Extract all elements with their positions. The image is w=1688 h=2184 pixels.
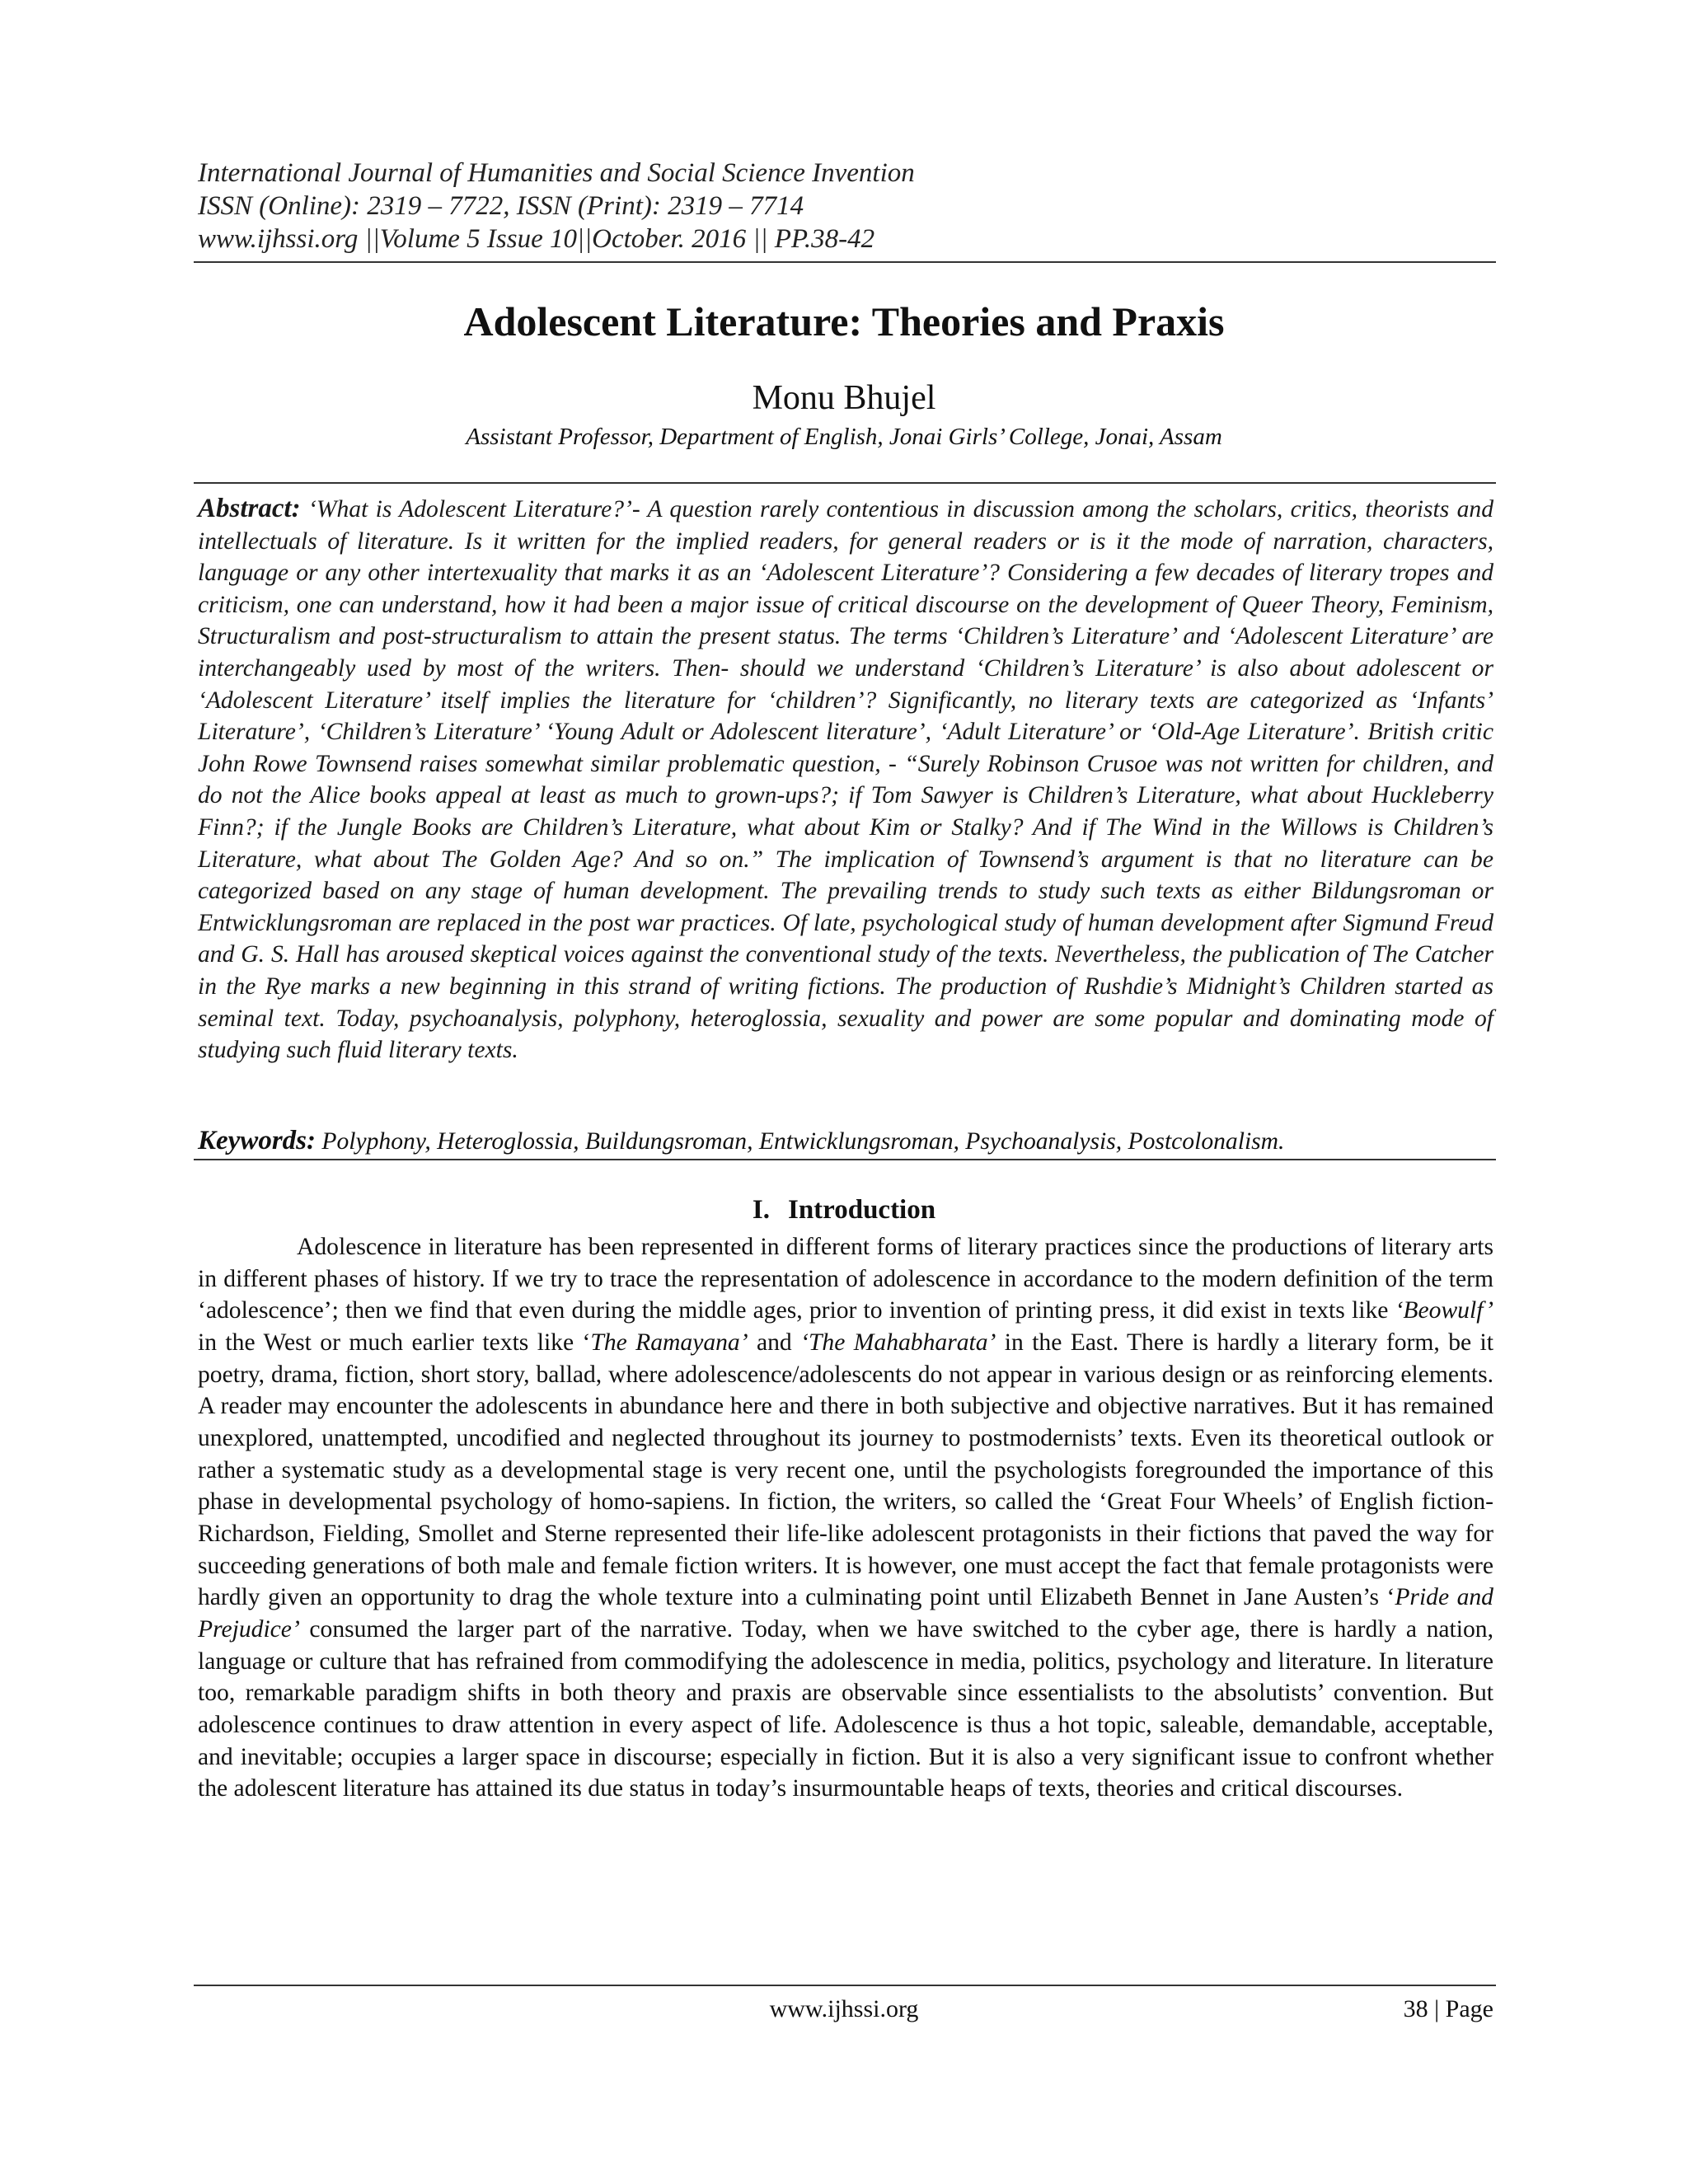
abstract-label: Abstract: [198,494,301,523]
journal-header [198,157,1492,255]
footer-rule [194,1985,1496,1986]
title-ramayana: The Ramayana’ [590,1329,748,1356]
abstract-bottom-rule [194,1159,1496,1160]
introduction-paragraph [198,1231,1493,1805]
abstract-text: ‘What is Adolescent Literature?’- A question rarely contentious in discussion among the scholars, critics, theorists and intellectuals of literature. Is it written for the implied readers, for general readers or is it the mode of narration, characters, language or any other intertexuality that marks it as an ‘Adolescent Literature’? Considering a few decades of literary tropes and criticism, one can understand, how it had been a major issue of critical discourse on the development of Queer Theory, Feminism, Structuralism and post-structuralism to attain the present status. The terms ‘Children’s Literature’ and ‘Adolescent Literature’ are interchangeably used by most of the writers. Then- should we understand ‘Children’s Literature’ is also about adolescent or ‘Adolescent Literature’ itself implies the literature for ‘children’? Significantly, no literary texts are categorized as ‘Infants’ Literature’, ‘Children’s Literature’ ‘Young Adult or Adolescent literature’, ‘Adult Literature’ or ‘Old-Age Literature’. British critic John Rowe Townsend raises somewhat similar problematic question, - “Surely Robinson Crusoe was not written for children, and do not the Alice books appeal at least as much to grown-ups?; if Tom Sawyer is Children’s Literature, what about Huckleberry Finn?; if the Jungle Books are Children’s Literature, what about Kim or Stalky? And if The Wind in the Willows is Children’s Literature, what about The Golden Age? And so on.” The implication of Townsend’s argument is that no literature can be categorized based on any stage of human development. The prevailing trends to study such texts as either Bildungsroman or Entwicklungsroman are replaced in the post war practices. Of late, psychological study of human development after Sigmund Freud and G. S. Hall has aroused skeptical voices against the conventional study of the texts. Nevertheless, the publication of The Catcher in the Rye marks a new beginning in this strand of writing fictions. The production of Rushdie’s Midnight’s Children started as seminal text. Today, psychoanalysis, polyphony, heteroglossia, sexuality and power are some popular and dominating mode of studying such fluid literary texts. [198,496,1493,1064]
journal-issn: ISSN (Online): 2319 – 7722, ISSN (Print): 2319 – 7714 [198,191,804,221]
author-affiliation: Assistant Professor, Department of English, Jonai Girls’ College, Jonai, Assam [466,424,1222,450]
section-number: I. [752,1195,770,1225]
section-title: Introduction [787,1195,936,1225]
article-title: Adolescent Literature: Theories and Praxis [463,298,1225,344]
section-heading [0,1193,1688,1226]
body-text-run: consumed the larger part of the narrative. Today, when we have switched to the cyber age, there is hardly a nation, language or culture that has refrained from commodifying the adolescence in media, politics, psychology and literature. In literature too, remarkable paradigm shifts in both theory and praxis are observable since essentialists to the absolutists’ convention. But adolescence continues to draw attention in every aspect of life. Adolescence is thus a hot topic, saleable, demandable, acceptable, and inevitable; occupies a larger space in discourse; especially in fiction. But it is also a very significant issue to confront whether the adolescent literature has attained its due status in today’s insurmountable heaps of texts, theories and critical discourses. [198,1615,1493,1802]
keywords-text: Polyphony, Heteroglossia, Buildungsroman, Entwicklungsroman, Psychoanalysis, Postcolonalism. [321,1128,1285,1155]
journal-name: International Journal of Humanities and Social Science Invention [198,158,915,188]
footer-url: www.ijhssi.org [769,1995,919,2022]
journal-volume-line: www.ijhssi.org ||Volume 5 Issue 10||October. 2016 || PP.38-42 [198,224,875,254]
abstract [198,493,1493,1066]
body-text-run: in the East. There is hardly a literary form, be it poetry, drama, fiction, short story, ballad, where adolescence/adolescents do not appear in various design or as reinforcing elements. A reader may encounter the adolescents in abundance here and there in both subjective and objective narratives. But it has remained unexplored, unattempted, uncodified and neglected throughout its journey to postmodernists’ texts. Even its theoretical outlook or rather a systematic study as a developmental stage is very recent one, until the psychologists foregrounded the importance of this phase in developmental psychology of homo-sapiens. In fiction, the writers, so called the ‘Great Four Wheels’ of English fiction- Richardson, Fielding, Smollet and Sterne represented their life-like adolescent protagonists in their fictions that paved the way for succeeding generations of both male and female fiction writers. It is however, one must accept the fact that female protagonists were hardly given an opportunity to drag the whole texture into a culminating point until Elizabeth Bennet in Jane Austen’s ‘ [198,1329,1493,1611]
author-name: Monu Bhujel [752,379,936,417]
header-rule [194,261,1496,263]
title-pride-and-prejudice: Pride and Prejudice’ [198,1584,1493,1643]
keywords [198,1125,1493,1157]
body-text-run: in the West or much earlier texts like ‘ [198,1329,591,1356]
title-mahabharata: ‘The Mahabharata’ [800,1329,996,1356]
keywords-label: Keywords: [198,1126,316,1155]
body-text-run: Adolescence in literature has been represented in different forms of literary practices since the productions of literary arts in different phases of history. If we try to trace the representation of adolescence in accordance to the modern definition of the term ‘adolescence’; then we find that even during the middle ages, prior to invention of printing press, it did exist in texts like [198,1234,1493,1324]
abstract-top-rule [194,482,1496,484]
body-text-run: and [748,1329,801,1356]
title-beowulf: ‘Beowulf’ [1395,1297,1493,1324]
footer-page-number: 38 | Page [1403,1995,1493,2022]
